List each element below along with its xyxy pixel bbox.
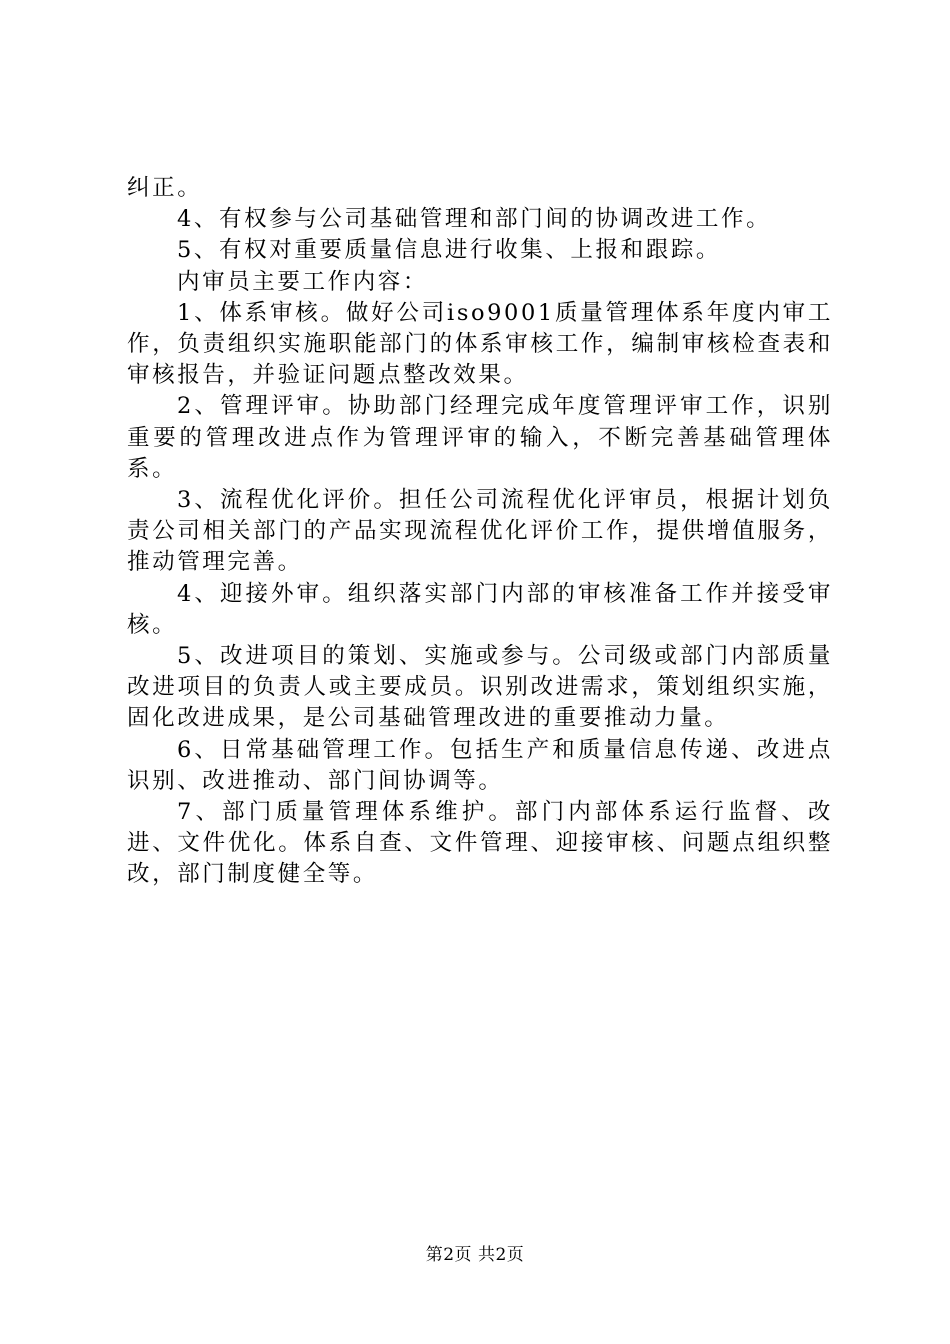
paragraph-duty-5: 5、改进项目的策划、实施或参与。公司级或部门内部质量改进项目的负责人或主要成员。识别改进需求，策划组织实施，固化改进成果，是公司基础管理改进的重要推动力量。: [127, 643, 833, 732]
paragraph-duty-2: 2、管理评审。协助部门经理完成年度管理评审工作，识别重要的管理改进点作为管理评审的输入，不断完善基础管理体系。: [127, 393, 833, 482]
paragraph-duty-4: 4、迎接外审。组织落实部门内部的审核准备工作并接受审核。: [127, 580, 833, 638]
paragraph-duty-7: 7、部门质量管理体系维护。部门内部体系运行监督、改进、文件优化。体系自查、文件管理、迎接审核、问题点组织整改，部门制度健全等。: [127, 799, 833, 888]
paragraph-right-5: 5、有权对重要质量信息进行收集、上报和跟踪。: [177, 237, 722, 264]
page-number-footer: 第2页 共2页: [425, 1245, 525, 1265]
paragraph-duty-6: 6、日常基础管理工作。包括生产和质量信息传递、改进点识别、改进推动、部门间协调等。: [127, 736, 833, 794]
section-heading: 内审员主要工作内容：: [177, 268, 429, 295]
document-body: [127, 173, 833, 891]
paragraph-continuation: 纠正。: [127, 175, 203, 201]
paragraph-right-4: 4、有权参与公司基础管理和部门间的协调改进工作。: [177, 206, 772, 233]
paragraph-duty-3: 3、流程优化评价。担任公司流程优化评审员，根据计划负责公司相关部门的产品实现流程优化评价工作，提供增值服务，推动管理完善。: [127, 487, 833, 576]
paragraph-duty-1: 1、体系审核。做好公司iso9001质量管理体系年度内审工作，负责组织实施职能部门的体系审核工作，编制审核检查表和审核报告，并验证问题点整改效果。: [127, 299, 833, 389]
